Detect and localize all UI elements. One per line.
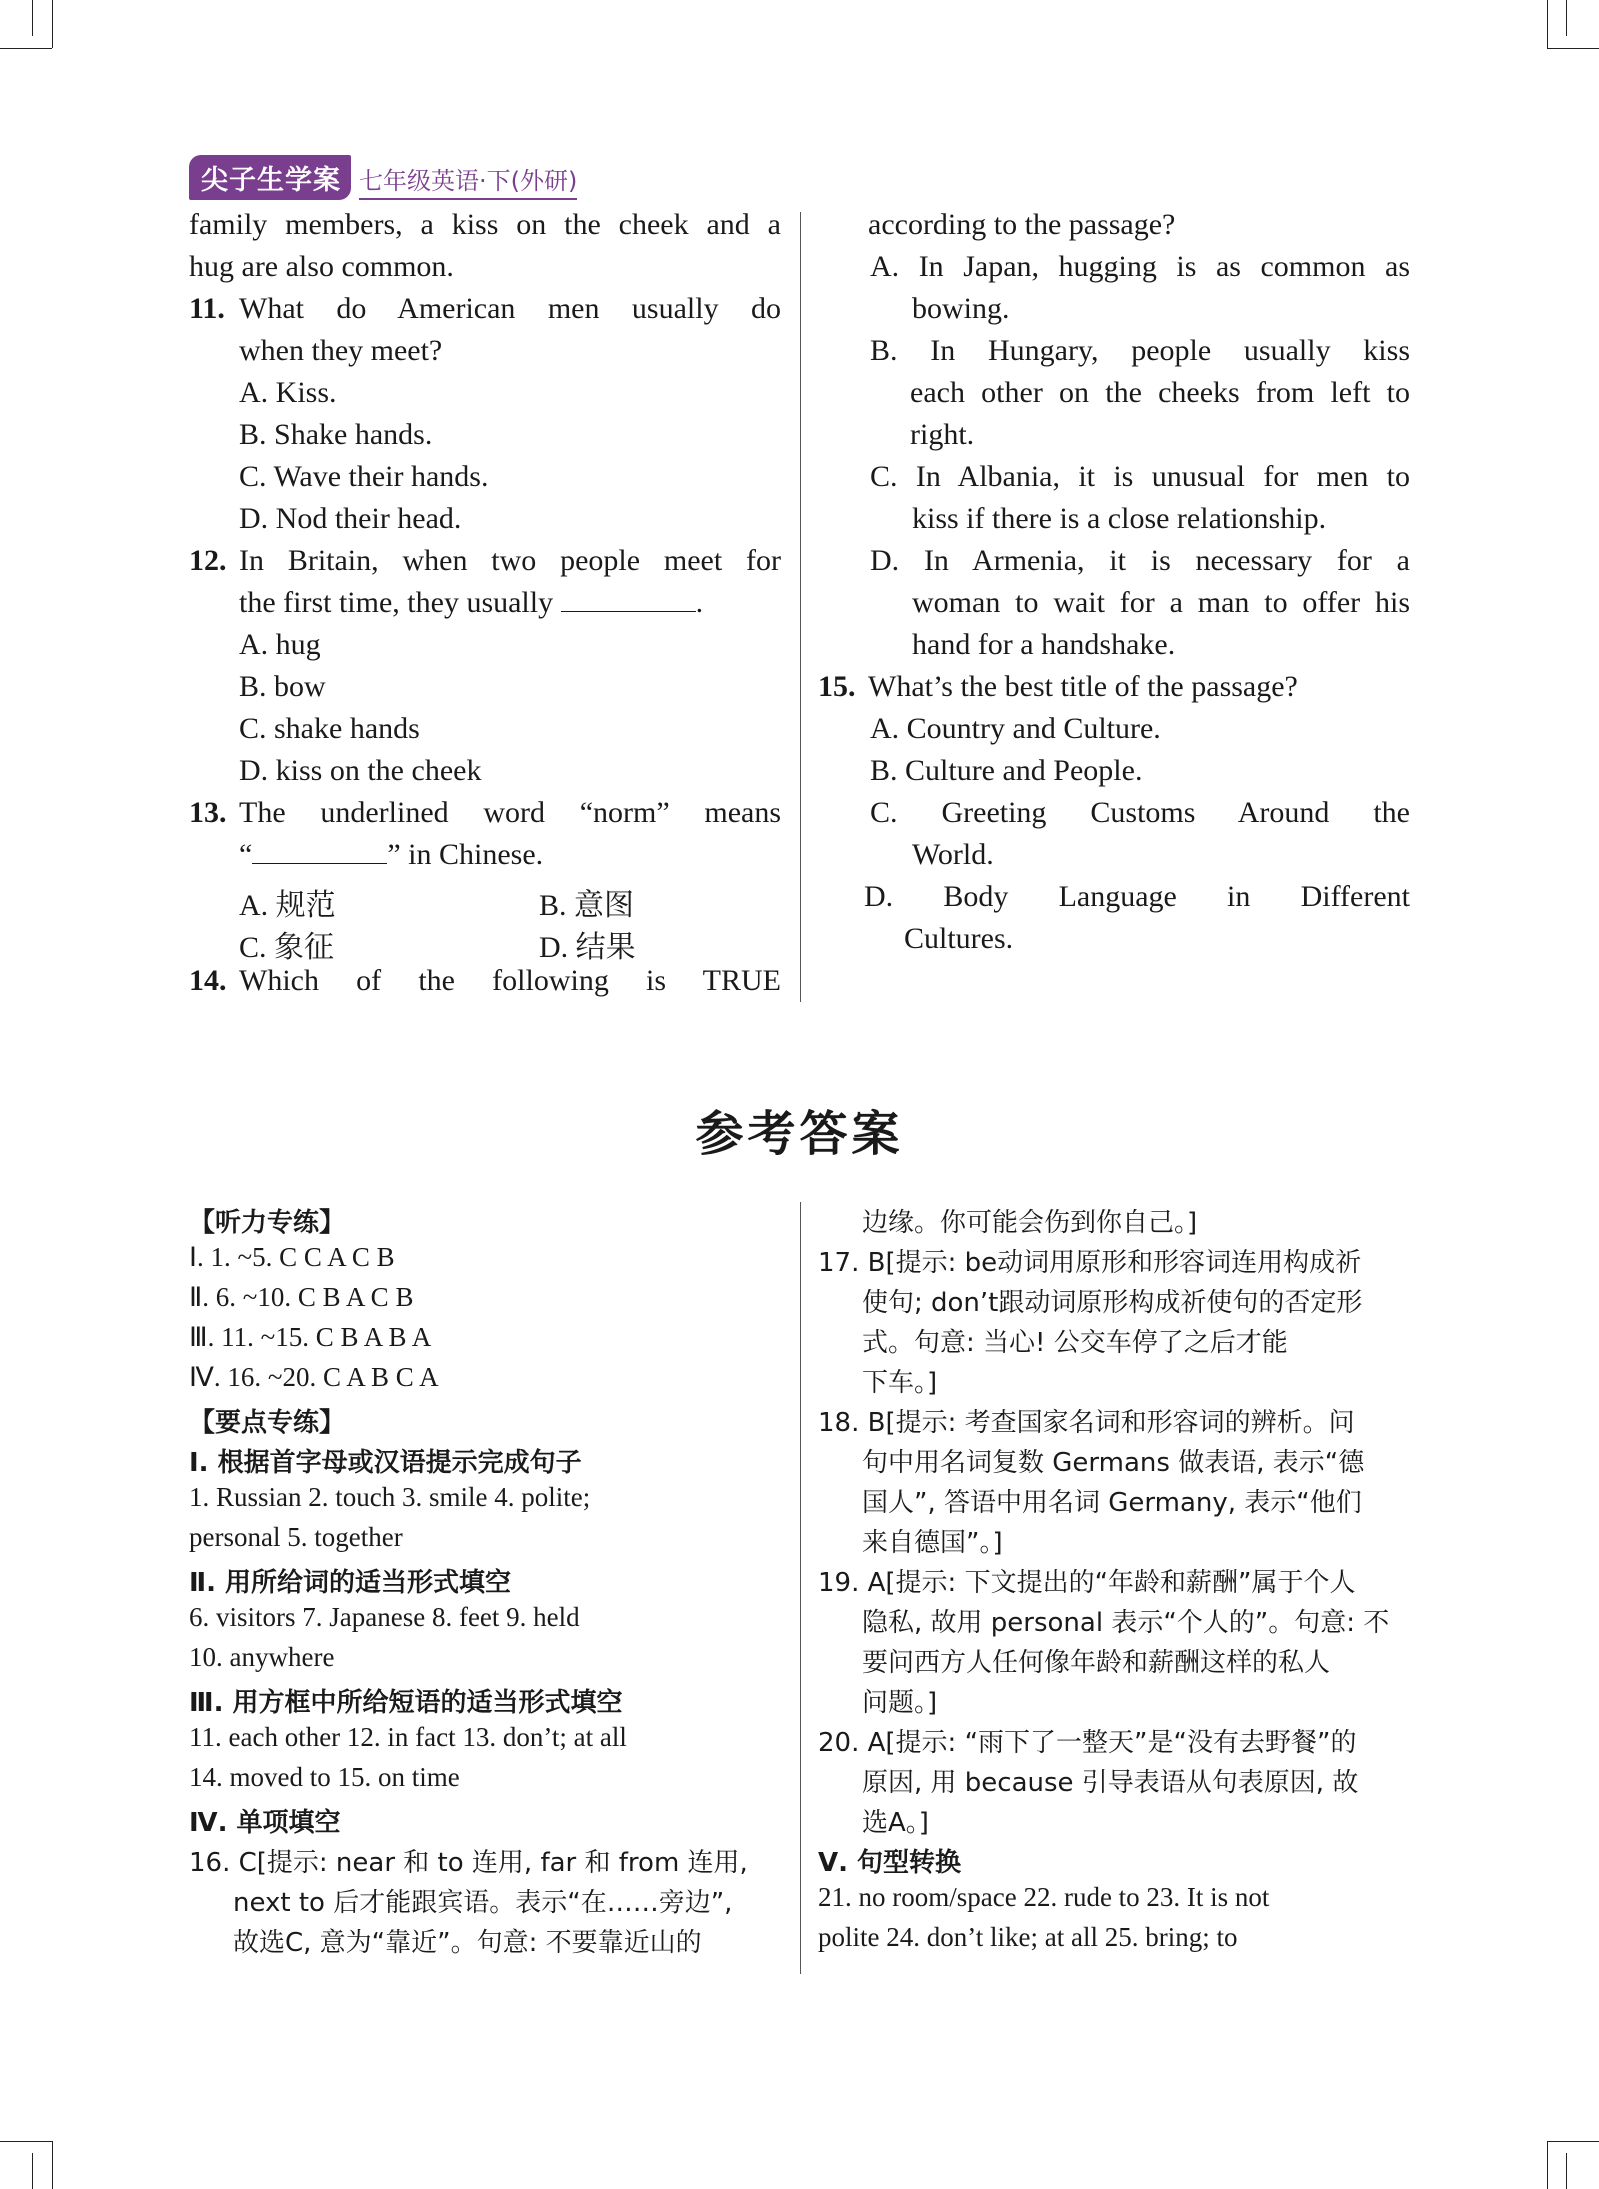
- option: D. kiss on the cheek: [239, 754, 482, 787]
- option: Cultures.: [904, 922, 1014, 955]
- crop-mark: [1547, 0, 1548, 48]
- answer-line: 要问西方人任何像年龄和薪酬这样的私人: [862, 1648, 1331, 1678]
- option: C. Wave their hands.: [239, 460, 489, 493]
- question-text: The underlined word “norm” means: [239, 796, 781, 829]
- answer-blank: [561, 587, 696, 612]
- column-divider: [800, 1202, 801, 1974]
- answer-line: 问题。]: [862, 1688, 938, 1718]
- option: D. In Armenia, it is necessary for a: [870, 544, 1410, 577]
- answer-line: 17. B[提示: be动词用原形和形容词连用构成祈: [818, 1248, 1362, 1278]
- reading-left-column: [189, 208, 781, 1008]
- subsection-heading: Ⅳ. 单项填空: [189, 1808, 341, 1838]
- question-number: 11.: [189, 292, 225, 325]
- option: D. 结果: [539, 931, 636, 964]
- answer-line: 16. C[提示: near 和 to 连用, far 和 from 连用,: [189, 1848, 748, 1878]
- question-text: according to the passage?: [868, 208, 1176, 241]
- answer-line: 下车。]: [862, 1368, 938, 1398]
- answer-line: 20. A[提示: “雨下了一整天”是“没有去野餐”的: [818, 1728, 1357, 1758]
- question-text: In Britain, when two people meet for: [239, 544, 781, 577]
- subsection-heading: Ⅲ. 用方框中所给短语的适当形式填空: [189, 1688, 623, 1718]
- option: B. bow: [239, 670, 326, 703]
- answer-key-title: 参考答案: [695, 1106, 904, 1162]
- passage-line: family members, a kiss on the cheek and a: [189, 208, 781, 241]
- answer-line: 10. anywhere: [189, 1642, 335, 1672]
- option: kiss if there is a close relationship.: [912, 502, 1327, 535]
- answer-line: 6. visitors 7. Japanese 8. feet 9. held: [189, 1602, 580, 1632]
- question-text: What do American men usually do: [239, 292, 781, 325]
- answer-line: Ⅰ. 1. ~5. C C A C B: [189, 1242, 395, 1272]
- option: C. 象征: [239, 931, 335, 964]
- page-header: [189, 160, 577, 200]
- crop-mark: [1566, 2153, 1567, 2189]
- answer-line: Ⅳ. 16. ~20. C A B C A: [189, 1362, 439, 1392]
- answer-line: 21. no room/space 22. rude to 23. It is not: [818, 1882, 1270, 1912]
- option: each other on the cheeks from left to: [910, 376, 1410, 409]
- answer-line: 14. moved to 15. on time: [189, 1762, 460, 1792]
- crop-mark: [52, 0, 53, 48]
- question-number: 15.: [818, 670, 856, 703]
- option: A. 规范: [239, 889, 336, 922]
- option: C. shake hands: [239, 712, 420, 745]
- answer-line: 19. A[提示: 下文提出的“年龄和薪酬”属于个人: [818, 1568, 1356, 1598]
- subsection-heading: Ⅱ. 用所给词的适当形式填空: [189, 1568, 512, 1598]
- option: A. Kiss.: [239, 376, 337, 409]
- question-number: 14.: [189, 964, 227, 997]
- answer-line: 故选C, 意为“靠近”。句意: 不要靠近山的: [233, 1928, 702, 1958]
- crop-mark: [1566, 0, 1567, 36]
- answer-line: 18. B[提示: 考查国家名词和形容词的辨析。问: [818, 1408, 1355, 1438]
- column-divider: [800, 212, 801, 1002]
- crop-mark: [32, 0, 33, 36]
- series-badge: 尖子生学案: [189, 155, 351, 200]
- answer-line: 国人”, 答语中用名词 Germany, 表示“他们: [862, 1488, 1362, 1518]
- answer-line: Ⅲ. 11. ~15. C B A B A: [189, 1322, 432, 1352]
- answer-line: polite 24. don’t like; at all 25. bring; to: [818, 1922, 1238, 1952]
- book-subtitle: 七年级英语·下(外研): [359, 161, 577, 200]
- option: A. Country and Culture.: [870, 712, 1161, 745]
- option: bowing.: [912, 292, 1010, 325]
- answer-line: 来自德国”。]: [862, 1528, 1003, 1558]
- question-number: 12.: [189, 544, 227, 577]
- question-number: 13.: [189, 796, 227, 829]
- question-text: when they meet?: [239, 334, 443, 367]
- option: A. hug: [239, 628, 321, 661]
- answer-line: 选A。]: [862, 1808, 929, 1838]
- option: C. In Albania, it is unusual for men to: [870, 460, 1410, 493]
- crop-mark: [0, 48, 52, 49]
- option: hand for a handshake.: [912, 628, 1176, 661]
- question-text: “ ” in Chinese.: [239, 838, 544, 871]
- crop-mark: [32, 2153, 33, 2189]
- section-heading: 【听力专练】: [189, 1208, 346, 1238]
- subsection-heading: Ⅰ. 根据首字母或汉语提示完成句子: [189, 1448, 582, 1478]
- answer-line: 使句; don’t跟动词原形构成祈使句的否定形: [862, 1288, 1363, 1318]
- option: C. Greeting Customs Around the: [870, 796, 1410, 829]
- crop-mark: [52, 2141, 53, 2189]
- option: D. Body Language in Different: [864, 880, 1410, 913]
- option: World.: [912, 838, 994, 871]
- option: right.: [910, 418, 975, 451]
- answer-line: 11. each other 12. in fact 13. don’t; at all: [189, 1722, 627, 1752]
- option: woman to wait for a man to offer his: [912, 586, 1410, 619]
- question-text: the first time, they usually .: [239, 586, 704, 619]
- option: D. Nod their head.: [239, 502, 462, 535]
- crop-mark: [0, 2141, 52, 2142]
- question-text: What’s the best title of the passage?: [868, 670, 1298, 703]
- section-heading: 【要点专练】: [189, 1408, 346, 1438]
- option: B. Culture and People.: [870, 754, 1143, 787]
- passage-line: hug are also common.: [189, 250, 454, 283]
- subsection-heading: Ⅴ. 句型转换: [818, 1848, 962, 1878]
- option: B. In Hungary, people usually kiss: [870, 334, 1410, 367]
- answer-line: 边缘。你可能会伤到你自己。]: [862, 1208, 1198, 1238]
- answer-line: 原因, 用 because 引导表语从句表原因, 故: [862, 1768, 1359, 1798]
- answers-left-column: [189, 1202, 781, 1962]
- answer-line: 隐私, 故用 personal 表示“个人的”。句意: 不: [862, 1608, 1390, 1638]
- answers-right-column: [818, 1202, 1410, 1962]
- crop-mark: [1547, 2141, 1599, 2142]
- answer-line: personal 5. together: [189, 1522, 403, 1552]
- option: A. In Japan, hugging is as common as: [870, 250, 1410, 283]
- answer-line: Ⅱ. 6. ~10. C B A C B: [189, 1282, 414, 1312]
- option: B. Shake hands.: [239, 418, 433, 451]
- answer-blank: [252, 839, 387, 864]
- option: B. 意图: [539, 889, 635, 922]
- crop-mark: [1547, 2141, 1548, 2189]
- answer-line: 1. Russian 2. touch 3. smile 4. polite;: [189, 1482, 591, 1512]
- reading-right-column: [818, 208, 1410, 978]
- answer-line: 句中用名词复数 Germans 做表语, 表示“德: [862, 1448, 1365, 1478]
- crop-mark: [1547, 48, 1599, 49]
- answer-line: next to 后才能跟宾语。表示“在……旁边”,: [233, 1888, 733, 1918]
- question-text: Which of the following is TRUE: [239, 964, 781, 997]
- answer-line: 式。句意: 当心! 公交车停了之后才能: [862, 1328, 1288, 1358]
